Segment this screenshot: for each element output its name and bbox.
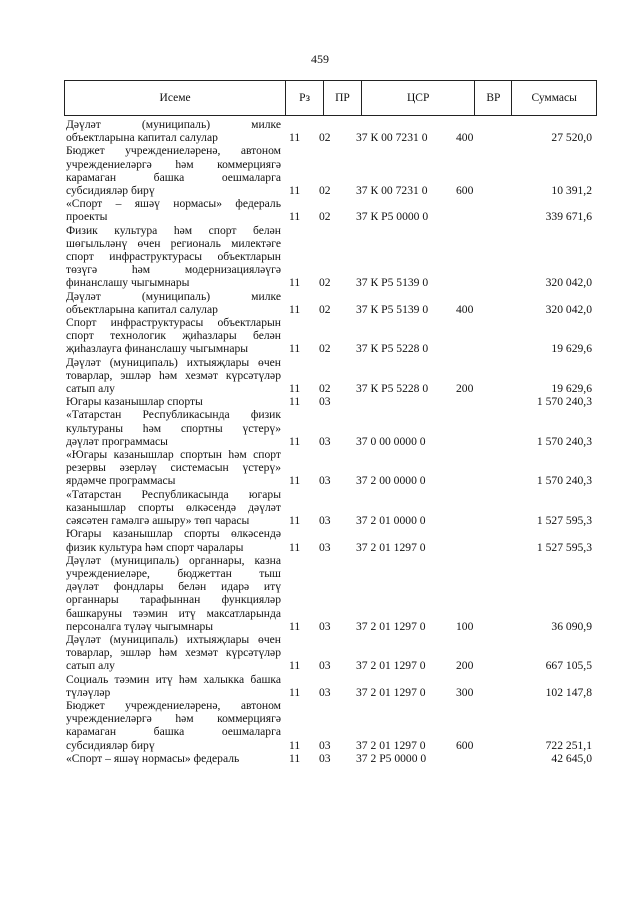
row-name [66, 356, 281, 396]
row-name [66, 673, 281, 699]
row-sum: 320 042,0 [545, 276, 592, 290]
row-name-line: товарлар, эшләр һәм хезмәт күрсәтүләр [66, 368, 281, 382]
header-vr: ВР [474, 81, 511, 115]
row-name-line: Физик культура һәм спорт белән [66, 223, 281, 237]
row-name-line: «Спорт – яшәү нормасы» федераль [66, 751, 240, 765]
row-vr: 600 [456, 184, 474, 198]
row-name-line: түләүләр [66, 685, 111, 699]
row-pr: 02 [319, 210, 331, 224]
header-csr: ЦСР [361, 81, 475, 115]
row-rz: 11 [289, 685, 301, 699]
table-row [66, 673, 596, 699]
row-name-line: спорт технологик җиһазлары белән [66, 329, 281, 343]
row-name-line: ярдәмче программасы [66, 474, 176, 488]
row-csr: 37 2 01 1297 0 [356, 738, 426, 752]
row-name [66, 118, 281, 144]
row-pr: 03 [319, 685, 331, 699]
row-name-line: Югары казанышлар спорты өлкәсендә [66, 527, 281, 541]
table-row [66, 395, 596, 408]
row-name-line: спорт инфраструктурасы объектларын [66, 250, 281, 264]
row-name-line: Бюджет учреждениеләренә, автоном [66, 698, 281, 712]
header-sum: Суммасы [511, 81, 596, 115]
row-csr: 37 0 00 0000 0 [356, 434, 426, 448]
row-csr: 37 К Р5 5228 0 [356, 342, 429, 356]
row-pr: 03 [319, 434, 331, 448]
row-name [66, 408, 281, 448]
row-name-line: «Югары казанышлар спортын һәм спорт [66, 448, 281, 462]
row-name-line: проекты [66, 210, 108, 224]
row-pr: 03 [319, 474, 331, 488]
row-pr: 02 [319, 382, 331, 396]
row-csr: 37 К 00 7231 0 [356, 184, 428, 198]
row-name-line: дәүләт программасы [66, 434, 168, 448]
row-name-line: Дәүләт (муниципаль) милке [66, 118, 281, 131]
row-name [66, 752, 281, 765]
row-sum: 1 527 595,3 [536, 514, 592, 528]
row-name-line: Социаль тәэмин итү һәм халыкка башка [66, 672, 281, 686]
row-csr: 37 К Р5 5139 0 [356, 276, 429, 290]
row-csr: 37 К Р5 0000 0 [356, 210, 429, 224]
row-name-line: сатып алу [66, 659, 115, 673]
row-name-line: дәүләт фондлары белән идарә итү [66, 580, 281, 594]
table-row [66, 224, 596, 290]
row-vr: 300 [456, 685, 474, 699]
row-pr: 02 [319, 184, 331, 198]
row-csr: 37 2 01 1297 0 [356, 659, 426, 673]
row-name [66, 395, 281, 408]
row-csr: 37 2 01 1297 0 [356, 685, 426, 699]
row-sum: 19 629,6 [551, 382, 592, 396]
row-name-line: Спорт инфраструктурасы объектларын [66, 316, 281, 330]
row-pr: 02 [319, 131, 331, 145]
row-sum: 10 391,2 [551, 184, 592, 198]
row-name-line: Дәүләт (муниципаль) милке [66, 289, 281, 303]
row-name-line: органнары тарафыннан функцияләр [66, 593, 281, 607]
row-name-line: культураны һәм спортны үстерү» [66, 421, 281, 435]
row-name-line: Югары казанышлар спорты [66, 395, 203, 409]
row-name-line: карамаган башка оешмаларга [66, 725, 281, 739]
row-name [66, 488, 281, 528]
row-vr: 200 [456, 382, 474, 396]
table-row [66, 554, 596, 633]
row-name-line: учреждениеләргә һәм коммерциягә [66, 712, 281, 726]
row-rz: 11 [289, 395, 301, 409]
row-name-line: персоналга түләү чыгымнары [66, 619, 214, 633]
header-rz: Рз [285, 81, 323, 115]
table-body [66, 118, 596, 765]
row-pr: 03 [319, 659, 331, 673]
row-sum: 19 629,6 [551, 342, 592, 356]
row-rz: 11 [289, 619, 301, 633]
row-name-line: сәясәтен гамәлгә ашыру» төп чарасы [66, 514, 250, 528]
row-name-line: субсидияләр бирү [66, 184, 155, 198]
row-name-line: резервы әзерләү системасын үстерү» [66, 461, 281, 475]
row-pr: 03 [319, 540, 331, 554]
row-vr: 600 [456, 738, 474, 752]
row-rz: 11 [289, 382, 301, 396]
row-pr: 03 [319, 395, 331, 409]
row-name [66, 144, 281, 197]
row-sum: 102 147,8 [545, 685, 592, 699]
table-row [66, 197, 596, 223]
table-row [66, 699, 596, 752]
row-csr: 37 К Р5 5228 0 [356, 382, 429, 396]
row-rz: 11 [289, 302, 301, 316]
row-name [66, 527, 281, 553]
table-row [66, 488, 596, 528]
row-csr: 37 К Р5 5139 0 [356, 302, 429, 316]
row-pr: 03 [319, 738, 331, 752]
row-rz: 11 [289, 184, 301, 198]
row-rz: 11 [289, 514, 301, 528]
table-row [66, 290, 596, 316]
row-sum: 36 090,9 [551, 619, 592, 633]
row-name [66, 290, 281, 316]
row-name-line: субсидияләр бирү [66, 738, 155, 752]
row-name-line: шөгыльләнү өчен региональ милектәге [66, 236, 281, 250]
row-rz: 11 [289, 540, 301, 554]
row-csr: 37 2 01 1297 0 [356, 540, 426, 554]
row-pr: 02 [319, 302, 331, 316]
row-rz: 11 [289, 434, 301, 448]
row-name-line: башкаруны тәэмин итү максатларында [66, 606, 281, 620]
row-name [66, 448, 281, 488]
row-name-line: товарлар, эшләр һәм хезмәт күрсәтүләр [66, 646, 281, 660]
row-sum: 339 671,6 [545, 210, 592, 224]
table-row [66, 408, 596, 448]
row-pr: 02 [319, 342, 331, 356]
row-pr: 03 [319, 514, 331, 528]
row-name-line: «Спорт – яшәү нормасы» федераль [66, 197, 281, 211]
row-name-line: физик культура һәм спорт чаралары [66, 540, 244, 554]
row-rz: 11 [289, 131, 301, 145]
row-name-line: карамаган башка оешмаларга [66, 170, 281, 184]
row-pr: 03 [319, 619, 331, 633]
row-vr: 400 [456, 302, 474, 316]
row-pr: 03 [319, 751, 331, 765]
row-name-line: Дәүләт (муниципаль) ихтыяҗлары өчен [66, 355, 281, 369]
row-name-line: Дәүләт (муниципаль) органнары, казна [66, 553, 281, 567]
row-csr: 37 2 Р5 0000 0 [356, 751, 427, 765]
row-name-line: учреждениеләре, бюджеттан тыш [66, 566, 281, 580]
row-vr: 400 [456, 131, 474, 145]
row-rz: 11 [289, 276, 301, 290]
row-sum: 1 527 595,3 [536, 540, 592, 554]
row-name [66, 197, 281, 223]
row-sum: 1 570 240,3 [536, 474, 592, 488]
row-name-line: сатып алу [66, 382, 115, 396]
row-rz: 11 [289, 342, 301, 356]
row-rz: 11 [289, 474, 301, 488]
row-rz: 11 [289, 210, 301, 224]
row-csr: 37 2 00 0000 0 [356, 474, 426, 488]
header-pr: ПР [323, 81, 361, 115]
table-row [66, 316, 596, 356]
row-name-line: объектларына капитал салулар [66, 131, 218, 145]
row-sum: 1 570 240,3 [536, 395, 592, 409]
table-row [66, 118, 596, 144]
table-row [66, 356, 596, 396]
row-name-line: «Татарстан Республикасында югары [66, 487, 281, 501]
row-sum: 42 645,0 [551, 751, 592, 765]
row-name-line: казанышлар спорты өлкәсендә дәүләт [66, 500, 281, 514]
row-name-line: җиһазлауга финанслашу чыгымнары [66, 342, 249, 356]
row-name-line: Бюджет учреждениеләренә, автоном [66, 144, 281, 158]
row-rz: 11 [289, 751, 301, 765]
row-name-line: төзүгә һәм модернизацияләүгә [66, 263, 281, 277]
header-name: Исеме [159, 92, 191, 104]
row-name-line: «Татарстан Республикасында физик [66, 408, 281, 422]
row-sum: 320 042,0 [545, 302, 592, 316]
table-row [66, 448, 596, 488]
page-number: 459 [311, 52, 329, 66]
row-name-line: объектларына капитал салулар [66, 302, 218, 316]
row-pr: 02 [319, 276, 331, 290]
row-sum: 722 251,1 [545, 738, 592, 752]
row-name [66, 699, 281, 752]
row-name-line: финанслашу чыгымнары [66, 276, 190, 290]
row-sum: 1 570 240,3 [536, 434, 592, 448]
table-row [66, 633, 596, 673]
row-csr: 37 2 01 1297 0 [356, 619, 426, 633]
table-row [66, 144, 596, 197]
row-csr: 37 К 00 7231 0 [356, 131, 428, 145]
row-name [66, 633, 281, 673]
row-rz: 11 [289, 659, 301, 673]
row-vr: 200 [456, 659, 474, 673]
row-vr: 100 [456, 619, 474, 633]
row-name-line: Дәүләт (муниципаль) ихтыяҗлары өчен [66, 632, 281, 646]
row-sum: 667 105,5 [545, 659, 592, 673]
row-name-line: учреждениеләргә һәм коммерциягә [66, 157, 281, 171]
table-row [66, 527, 596, 553]
table-row [66, 752, 596, 765]
row-sum: 27 520,0 [551, 131, 592, 145]
row-name [66, 554, 281, 633]
row-rz: 11 [289, 738, 301, 752]
row-csr: 37 2 01 0000 0 [356, 514, 426, 528]
table-header [64, 80, 597, 116]
row-name [66, 316, 281, 356]
row-name [66, 224, 281, 290]
